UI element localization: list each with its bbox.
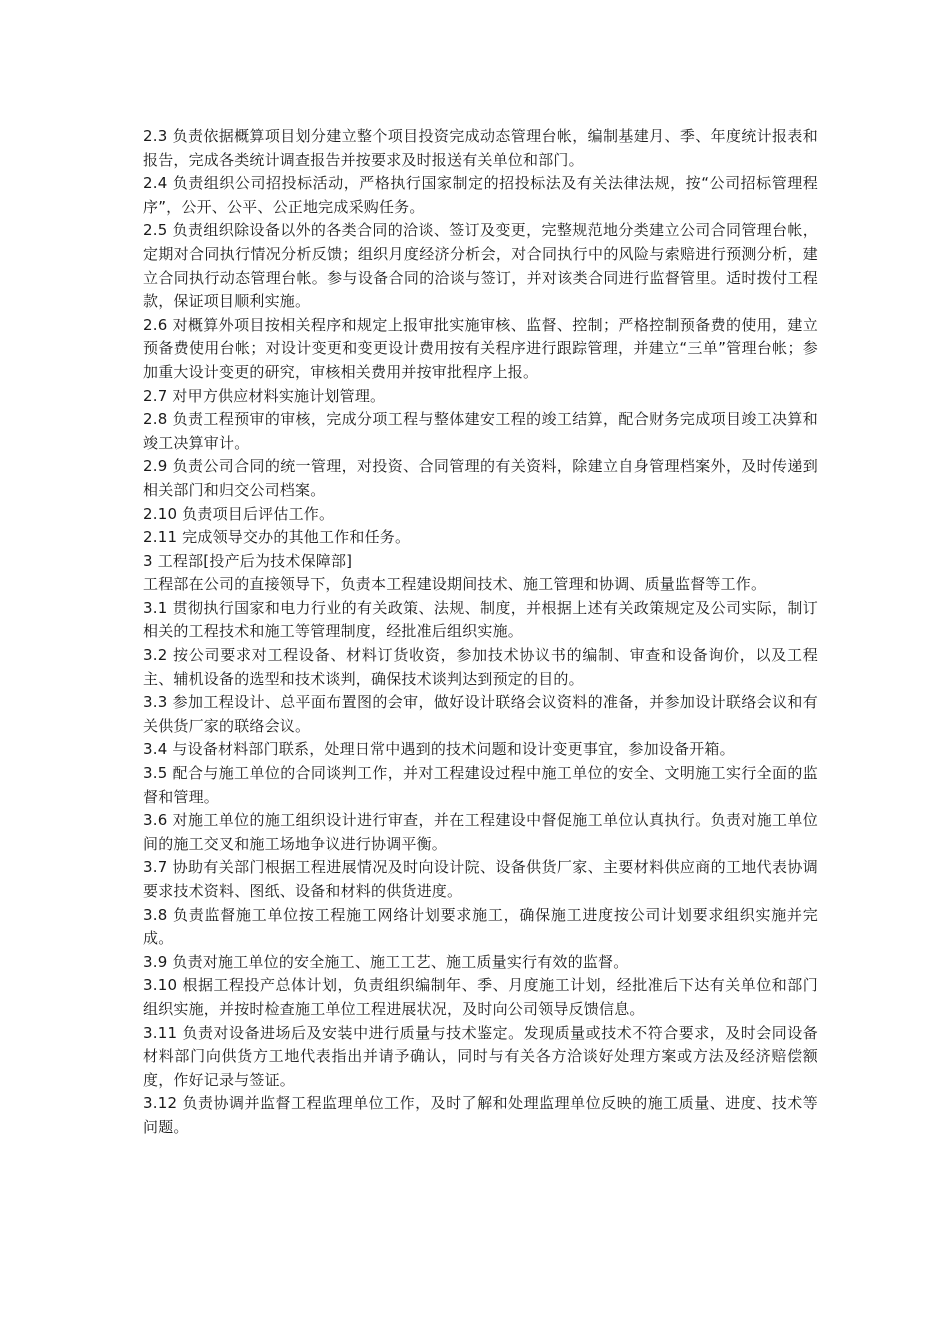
paragraph-2-9: 2.9 负责公司合同的统一管理，对投资、合同管理的有关资料，除建立自身管理档案外，及时传递到相关部门和归交公司档案。 (143, 457, 818, 499)
paragraph-2-10: 2.10 负责项目后评估工作。 (143, 504, 335, 523)
paragraph-3-5: 3.5 配合与施工单位的合同谈判工作，并对工程建设过程中施工单位的安全、文明施工实行全面的监督和管理。 (143, 764, 818, 806)
paragraph-2-8: 2.8 负责工程预审的审核，完成分项工程与整体建安工程的竣工结算，配合财务完成项目竣工决算和竣工决算审计。 (143, 410, 818, 452)
paragraph-3-3: 3.3 参加工程设计、总平面布置图的会审，做好设计联络会议资料的准备，并参加设计联络会议和有关供货厂家的联络会议。 (143, 693, 818, 735)
section-heading-3: 3 工程部[投产后为技术保障部] (143, 551, 353, 570)
paragraph-3-12: 3.12 负责协调并监督工程监理单位工作，及时了解和处理监理单位反映的施工质量、进度、技术等问题。 (143, 1094, 818, 1136)
paragraph-2-7: 2.7 对甲方供应材料实施计划管理。 (143, 386, 386, 405)
paragraph-3-10: 3.10 根据工程投产总体计划，负责组织编制年、季、月度施工计划，经批准后下达有关单位和部门组织实施，并按时检查施工单位工程进展状况，及时向公司领导反馈信息。 (143, 976, 818, 1018)
paragraph-3-2: 3.2 按公司要求对工程设备、材料订货收资，参加技术协议书的编制、审查和设备询价，以及工程主、辅机设备的选型和技术谈判，确保技术谈判达到预定的目的。 (143, 646, 818, 688)
paragraph-3-4: 3.4 与设备材料部门联系，处理日常中遇到的技术问题和设计变更事宜，参加设备开箱。 (143, 740, 735, 759)
paragraph-3-8: 3.8 负责监督施工单位按工程施工网络计划要求施工，确保施工进度按公司计划要求组织实施并完成。 (143, 905, 818, 948)
paragraph-3-7: 3.7 协助有关部门根据工程进展情况及时向设计院、设备供货厂家、主要材料供应商的工地代表协调要求技术资料、图纸、设备和材料的供货进度。 (143, 858, 818, 900)
paragraph-3-1: 3.1 贯彻执行国家和电力行业的有关政策、法规、制度，并根据上述有关政策规定及公司实际，制订相关的工程技术和施工等管理制度，经批准后组织实施。 (143, 598, 818, 641)
section-intro-3: 工程部在公司的直接领导下，负责本工程建设期间技术、施工管理和协调、质量监督等工作。 (143, 575, 767, 594)
paragraph-3-6: 3.6 对施工单位的施工组织设计进行审查，并在工程建设中督促施工单位认真执行。负责对施工单位间的施工交叉和施工场地争议进行协调平衡。 (143, 811, 818, 853)
paragraph-3-9: 3.9 负责对施工单位的安全施工、施工工艺、施工质量实行有效的监督。 (143, 952, 629, 971)
paragraph-2-3: 2.3 负责依据概算项目划分建立整个项目投资完成动态管理台帐，编制基建月、季、年度统计报表和报告，完成各类统计调查报告并按要求及时报送有关单位和部门。 (143, 127, 818, 169)
paragraph-2-11: 2.11 完成领导交办的其他工作和任务。 (143, 528, 411, 547)
paragraph-3-11: 3.11 负责对设备进场后及安装中进行质量与技术鉴定。发现质量或技术不符合要求，及时会同设备材料部门向供货方工地代表指出并请予确认，同时与有关各方洽谈好处理方案或方法及经济赔偿额度，作好记录与签证。 (143, 1023, 818, 1089)
paragraph-2-5: 2.5 负责组织除设备以外的各类合同的洽谈、签订及变更，完整规范地分类建立公司合同管理台帐，定期对合同执行情况分析反馈；组织月度经济分析会，对合同执行中的风险与索赔进行预测分析，建立合同执行动态管理台帐。参与设备合同的洽谈与签订，并对该类合同进行监督管里。适时拨付工程款，保证项目顺利实施。 (143, 221, 818, 311)
paragraph-2-4: 2.4 负责组织公司招投标活动，严格执行国家制定的招投标法及有关法律法规，按“公司招标管理程序”，公开、公平、公正地完成采购任务。 (143, 174, 818, 216)
document-body (143, 125, 818, 1140)
paragraph-2-6: 2.6 对概算外项目按相关程序和规定上报审批实施审核、监督、控制；严格控制预备费的使用，建立预备费使用台帐；对设计变更和变更设计费用按有关程序进行跟踪管理，并建立“三单”管理台帐；参加重大设计变更的研究，审核相关费用并按审批程序上报。 (143, 315, 818, 381)
